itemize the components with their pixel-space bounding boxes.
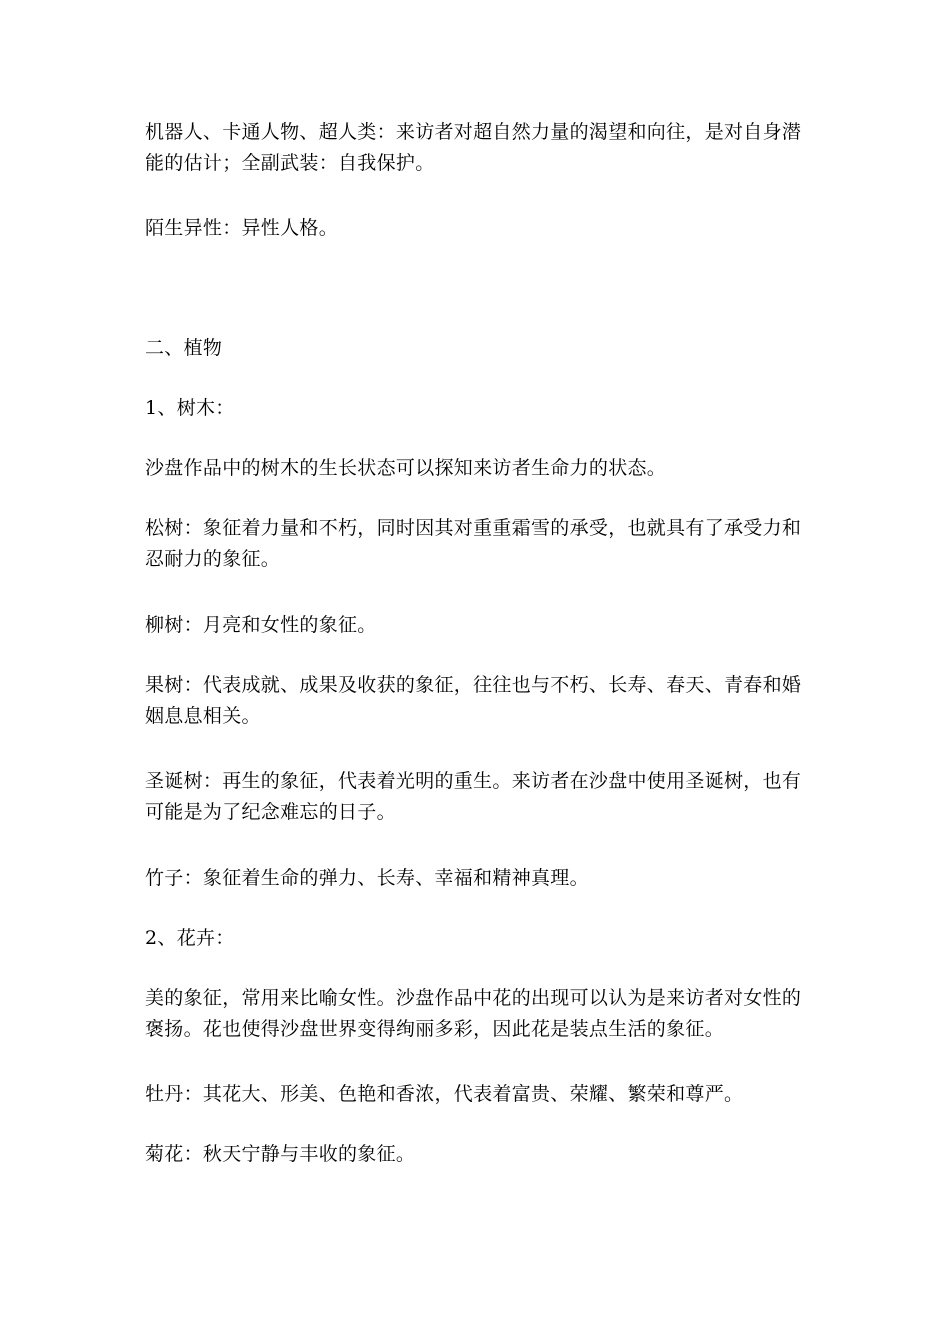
- paragraph-willow: 柳树：月亮和女性的象征。: [145, 614, 377, 636]
- subheading-flowers: 2、花卉：: [145, 927, 235, 949]
- paragraph-fruit-tree: 果树：代表成就、成果及收获的象征，往往也与不朽、长寿、春天、青春和婚姻息息相关。: [145, 674, 802, 727]
- paragraph-trees-intro: 沙盘作品中的树木的生长状态可以探知来访者生命力的状态。: [145, 457, 667, 479]
- paragraph-robots-cartoon: 机器人、卡通人物、超人类：来访者对超自然力量的渴望和向往，是对自身潜能的估计；全副武装：自我保护。: [145, 121, 802, 174]
- paragraph-christmas-tree: 圣诞树：再生的象征，代表着光明的重生。来访者在沙盘中使用圣诞树，也有可能是为了纪念难忘的日子。: [145, 770, 802, 823]
- paragraph-bamboo: 竹子：象征着生命的弹力、长寿、幸福和精神真理。: [145, 867, 589, 889]
- paragraph-peony: 牡丹：其花大、形美、色艳和香浓，代表着富贵、荣耀、繁荣和尊严。: [145, 1083, 744, 1105]
- paragraph-chrysanthemum: 菊花：秋天宁静与丰收的象征。: [145, 1143, 416, 1165]
- section-heading-plants: 二、植物: [145, 337, 223, 359]
- subheading-trees: 1、树木：: [145, 397, 235, 419]
- paragraph-pine: 松树：象征着力量和不朽，同时因其对重重霜雪的承受，也就具有了承受力和忍耐力的象征。: [145, 517, 802, 570]
- paragraph-flowers-intro: 美的象征，常用来比喻女性。沙盘作品中花的出现可以认为是来访者对女性的褒扬。花也使得沙盘世界变得绚丽多彩，因此花是装点生活的象征。: [145, 987, 802, 1040]
- paragraph-stranger-opposite-sex: 陌生异性：异性人格。: [145, 217, 339, 239]
